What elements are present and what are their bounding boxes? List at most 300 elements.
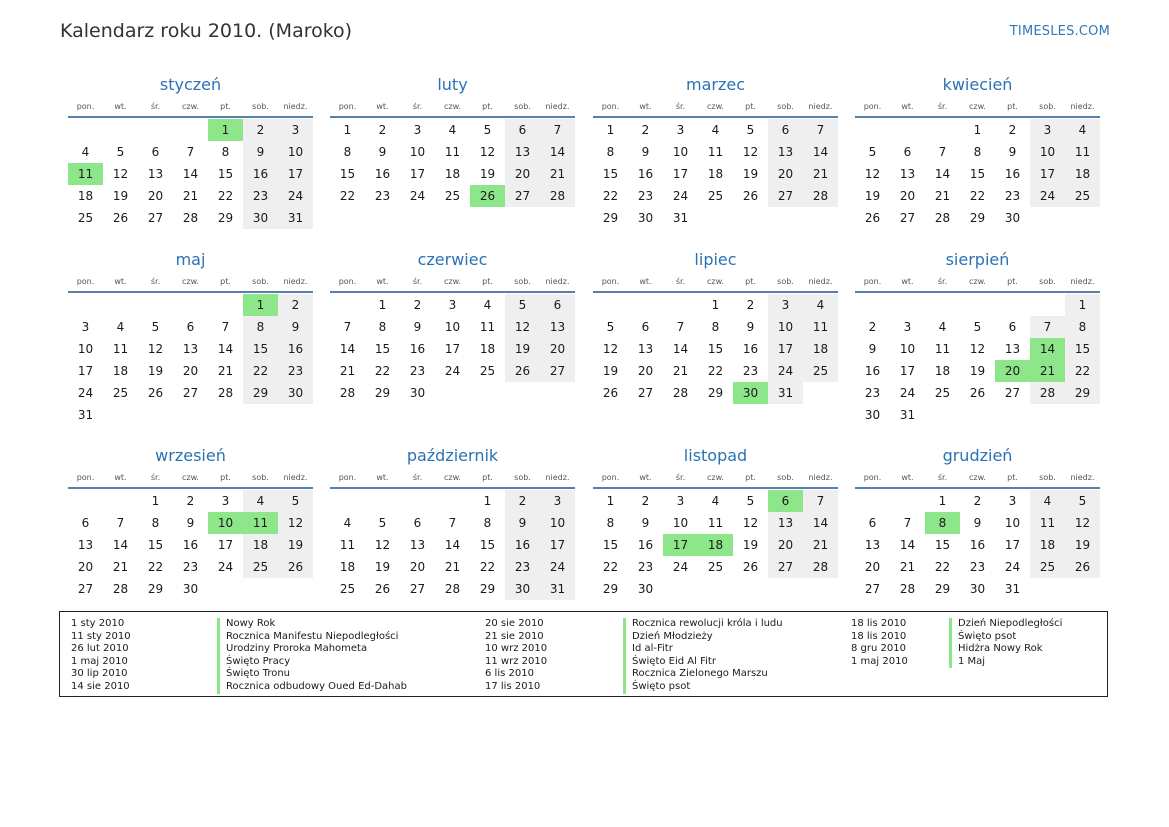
empty-cell	[698, 578, 733, 600]
weekday-label: wt.	[376, 277, 389, 286]
day-cell: 25	[444, 189, 461, 203]
day-cell: 4	[483, 298, 492, 312]
day-cell: 25	[707, 560, 724, 574]
day-cell: 2	[413, 298, 422, 312]
weekday-label: niedz.	[1070, 473, 1095, 482]
day-cell: 15	[374, 342, 391, 356]
day-cell: 13	[768, 141, 803, 163]
holiday-date: 14 sie 2010	[71, 680, 130, 692]
week-row	[330, 316, 575, 338]
day-cell: 14	[112, 538, 129, 552]
day-cell: 22	[243, 360, 278, 382]
weekday-label: sob.	[252, 102, 269, 111]
weekday-label: śr.	[412, 473, 423, 482]
week-row	[330, 490, 575, 512]
empty-cell	[540, 382, 575, 404]
day-cell: 26	[505, 360, 540, 382]
weekday-label: czw.	[182, 277, 199, 286]
weekday-label: pt.	[1007, 277, 1018, 286]
empty-cell	[803, 207, 838, 229]
day-cell: 28	[540, 185, 575, 207]
day-cell: 2	[505, 490, 540, 512]
day-cell: 24	[1030, 185, 1065, 207]
day-cell: 25	[112, 386, 129, 400]
day-cell: 15	[479, 538, 496, 552]
day-cell: 27	[540, 360, 575, 382]
month-name: marzec	[685, 75, 745, 94]
week-row	[68, 534, 313, 556]
day-cell: 14	[934, 167, 951, 181]
day-cell: 5	[973, 320, 982, 334]
day-cell: 14	[444, 538, 461, 552]
weekday-label: pon.	[863, 473, 882, 482]
weekday-label: sob.	[777, 473, 794, 482]
weekday-label: pt.	[482, 277, 493, 286]
week-row	[68, 382, 313, 404]
day-cell: 8	[606, 145, 615, 159]
holiday-name: 1 Maj	[949, 656, 1062, 669]
weekday-label: wt.	[639, 473, 652, 482]
week-row	[330, 382, 575, 404]
day-cell: 24	[1004, 560, 1021, 574]
weekday-label: śr.	[675, 102, 686, 111]
empty-cell	[803, 578, 838, 600]
day-cell: 10	[208, 512, 243, 534]
week-row	[593, 294, 838, 316]
week-row	[593, 360, 838, 382]
week-row	[855, 185, 1100, 207]
holiday-date: 18 lis 2010	[851, 618, 907, 629]
day-cell: 15	[969, 167, 986, 181]
weekday-header	[855, 275, 1100, 293]
day-cell: 16	[969, 538, 986, 552]
weekday-label: pt.	[1007, 473, 1018, 482]
day-cell: 13	[147, 167, 164, 181]
day-cell: 12	[742, 145, 759, 159]
day-cell: 20	[540, 338, 575, 360]
day-cell: 18	[707, 167, 724, 181]
day-cell: 19	[112, 189, 129, 203]
day-cell: 29	[969, 211, 986, 225]
day-cell: 27	[505, 185, 540, 207]
week-row	[68, 512, 313, 534]
day-cell: 31	[1004, 582, 1021, 596]
empty-cell	[470, 382, 505, 404]
day-cell: 11	[339, 538, 356, 552]
day-cell: 12	[479, 145, 496, 159]
day-cell: 21	[803, 534, 838, 556]
day-cell: 21	[672, 364, 689, 378]
day-cell: 10	[672, 516, 689, 530]
day-cell: 7	[116, 516, 125, 530]
empty-cell	[505, 382, 540, 404]
day-cell: 16	[505, 534, 540, 556]
day-cell: 6	[903, 145, 912, 159]
weekday-label: czw.	[444, 102, 461, 111]
day-cell: 20	[899, 189, 916, 203]
week-row	[330, 119, 575, 141]
day-cell: 14	[803, 512, 838, 534]
day-cell: 22	[707, 364, 724, 378]
week-row	[593, 316, 838, 338]
day-cell: 23	[505, 556, 540, 578]
day-cell: 24	[672, 189, 689, 203]
empty-cell	[243, 578, 278, 600]
day-cell: 1	[711, 298, 720, 312]
day-cell: 25	[339, 582, 356, 596]
day-cell: 11	[68, 163, 103, 185]
weekday-label: sob.	[252, 277, 269, 286]
day-cell: 14	[339, 342, 356, 356]
weekday-header	[330, 100, 575, 118]
month-name: grudzień	[942, 446, 1013, 465]
weekday-label: pon.	[863, 102, 882, 111]
brand-link[interactable]: TIMESLES.COM	[1009, 24, 1110, 39]
day-cell: 11	[934, 342, 951, 356]
day-cell: 27	[409, 582, 426, 596]
week-row	[855, 316, 1100, 338]
week-row	[68, 294, 313, 316]
day-cell: 11	[243, 512, 278, 534]
day-cell: 2	[868, 320, 877, 334]
weekday-label: czw.	[969, 277, 986, 286]
day-cell: 4	[938, 320, 947, 334]
day-cell: 1	[243, 294, 278, 316]
weekday-label: czw.	[182, 102, 199, 111]
day-cell: 12	[112, 167, 129, 181]
day-cell: 5	[868, 145, 877, 159]
week-row	[855, 490, 1100, 512]
week-row	[855, 578, 1100, 600]
empty-cell	[435, 490, 470, 512]
week-row	[593, 119, 838, 141]
weekday-label: sob.	[514, 277, 531, 286]
day-cell: 19	[479, 167, 496, 181]
day-cell: 1	[606, 494, 615, 508]
day-cell: 3	[1008, 494, 1017, 508]
day-cell: 10	[672, 145, 689, 159]
weekday-label: pt.	[745, 473, 756, 482]
day-cell: 19	[278, 534, 313, 556]
day-cell: 19	[742, 538, 759, 552]
day-cell: 17	[217, 538, 234, 552]
day-cell: 5	[116, 145, 125, 159]
holiday-name: Rocznica Zielonego Marszu	[623, 668, 783, 681]
weekday-label: czw.	[444, 277, 461, 286]
day-cell: 9	[186, 516, 195, 530]
day-cell: 11	[444, 145, 461, 159]
day-cell: 31	[77, 408, 94, 422]
day-cell: 17	[663, 534, 698, 556]
day-cell: 24	[217, 560, 234, 574]
week-row	[855, 163, 1100, 185]
empty-cell	[995, 294, 1030, 316]
holiday-date: 26 lut 2010	[71, 643, 129, 655]
day-cell: 12	[147, 342, 164, 356]
weekday-label: sob.	[777, 277, 794, 286]
week-row	[68, 578, 313, 600]
empty-cell	[1030, 578, 1065, 600]
day-cell: 30	[278, 382, 313, 404]
day-cell: 18	[1030, 534, 1065, 556]
week-row	[593, 490, 838, 512]
month-10	[593, 445, 838, 600]
day-cell: 8	[925, 512, 960, 534]
weekday-label: wt.	[901, 102, 914, 111]
day-cell: 23	[243, 185, 278, 207]
day-cell: 21	[934, 189, 951, 203]
weekday-label: czw.	[707, 473, 724, 482]
day-cell: 14	[182, 167, 199, 181]
empty-cell	[960, 294, 995, 316]
weekday-label: pt.	[482, 473, 493, 482]
empty-cell	[173, 119, 208, 141]
day-cell: 26	[742, 560, 759, 574]
week-row	[68, 360, 313, 382]
week-row	[68, 490, 313, 512]
holiday-date: 10 wrz 2010	[485, 643, 548, 655]
day-cell: 17	[899, 364, 916, 378]
month-name: maj	[175, 250, 206, 269]
day-cell: 25	[934, 386, 951, 400]
day-cell: 12	[602, 342, 619, 356]
empty-cell	[960, 404, 995, 426]
empty-cell	[68, 490, 103, 512]
day-cell: 29	[602, 211, 619, 225]
weekday-header	[593, 275, 838, 293]
day-cell: 30	[637, 582, 654, 596]
holiday-names-column	[949, 618, 1062, 668]
empty-cell	[330, 490, 365, 512]
holiday-name: Urodziny Proroka Mahometa	[217, 643, 407, 656]
holiday-name: Rocznica odbudowy Oued Ed-Dahab	[217, 681, 407, 694]
day-cell: 7	[803, 490, 838, 512]
day-cell: 1	[606, 123, 615, 137]
day-cell: 20	[182, 364, 199, 378]
day-cell: 20	[768, 534, 803, 556]
holiday-name: Święto psot	[949, 631, 1062, 644]
empty-cell	[803, 382, 838, 404]
week-row	[593, 382, 838, 404]
day-cell: 16	[243, 163, 278, 185]
holiday-name: Święto Eid Al Fitr	[623, 656, 783, 669]
day-cell: 5	[505, 294, 540, 316]
day-cell: 20	[637, 364, 654, 378]
day-cell: 9	[868, 342, 877, 356]
empty-cell	[663, 294, 698, 316]
empty-cell	[855, 294, 890, 316]
day-cell: 10	[899, 342, 916, 356]
day-cell: 17	[409, 167, 426, 181]
day-cell: 27	[77, 582, 94, 596]
week-row	[855, 360, 1100, 382]
week-row	[593, 556, 838, 578]
month-name: sierpień	[945, 250, 1010, 269]
day-cell: 8	[711, 320, 720, 334]
day-cell: 17	[444, 342, 461, 356]
day-cell: 31	[899, 408, 916, 422]
day-cell: 25	[803, 360, 838, 382]
day-cell: 19	[602, 364, 619, 378]
day-cell: 9	[641, 145, 650, 159]
empty-cell	[593, 294, 628, 316]
day-cell: 12	[864, 167, 881, 181]
day-cell: 8	[243, 316, 278, 338]
day-cell: 6	[1008, 320, 1017, 334]
week-row	[68, 556, 313, 578]
empty-cell	[925, 294, 960, 316]
month-5	[330, 249, 575, 404]
day-cell: 21	[182, 189, 199, 203]
day-cell: 14	[1030, 338, 1065, 360]
day-cell: 7	[676, 320, 685, 334]
day-cell: 1	[378, 298, 387, 312]
day-cell: 30	[243, 207, 278, 229]
weekday-label: śr.	[675, 277, 686, 286]
weekday-label: czw.	[707, 277, 724, 286]
day-cell: 1	[151, 494, 160, 508]
empty-cell	[173, 404, 208, 426]
month-name: kwiecień	[942, 75, 1013, 94]
day-cell: 11	[707, 145, 724, 159]
day-cell: 15	[1065, 338, 1100, 360]
day-cell: 16	[637, 538, 654, 552]
day-cell: 22	[602, 560, 619, 574]
day-cell: 2	[746, 298, 755, 312]
day-cell: 29	[707, 386, 724, 400]
day-cell: 6	[413, 516, 422, 530]
weekday-label: wt.	[639, 102, 652, 111]
day-cell: 21	[899, 560, 916, 574]
day-cell: 5	[746, 123, 755, 137]
holiday-date: 20 sie 2010	[485, 618, 544, 629]
week-row	[855, 556, 1100, 578]
day-cell: 5	[483, 123, 492, 137]
day-cell: 8	[483, 516, 492, 530]
day-cell: 11	[1065, 141, 1100, 163]
day-cell: 3	[413, 123, 422, 137]
week-row	[68, 338, 313, 360]
weekday-label: sob.	[777, 102, 794, 111]
day-cell: 8	[221, 145, 230, 159]
week-row	[68, 185, 313, 207]
week-row	[68, 207, 313, 229]
day-cell: 15	[243, 338, 278, 360]
holiday-name: Nowy Rok	[217, 618, 407, 631]
holiday-dates-column	[485, 618, 547, 694]
day-cell: 22	[147, 560, 164, 574]
day-cell: 20	[77, 560, 94, 574]
weekday-label: niedz.	[283, 277, 308, 286]
day-cell: 3	[81, 320, 90, 334]
holiday-date: 6 lis 2010	[485, 668, 534, 680]
holiday-name: Rocznica Manifestu Niepodległości	[217, 631, 407, 644]
day-cell: 18	[698, 534, 733, 556]
day-cell: 25	[1065, 185, 1100, 207]
day-cell: 19	[1065, 534, 1100, 556]
weekday-label: pon.	[601, 473, 620, 482]
day-cell: 28	[934, 211, 951, 225]
day-cell: 30	[505, 578, 540, 600]
day-cell: 28	[672, 386, 689, 400]
week-row	[330, 294, 575, 316]
week-row	[68, 404, 313, 426]
weekday-label: pon.	[601, 102, 620, 111]
day-cell: 20	[995, 360, 1030, 382]
day-cell: 30	[637, 211, 654, 225]
day-cell: 16	[864, 364, 881, 378]
empty-cell	[628, 294, 663, 316]
week-row	[330, 185, 575, 207]
day-cell: 16	[278, 338, 313, 360]
day-cell: 1	[483, 494, 492, 508]
day-cell: 15	[707, 342, 724, 356]
holiday-name: Święto Pracy	[217, 656, 407, 669]
day-cell: 30	[969, 582, 986, 596]
day-cell: 10	[1004, 516, 1021, 530]
empty-cell	[733, 207, 768, 229]
week-row	[855, 294, 1100, 316]
day-cell: 17	[1004, 538, 1021, 552]
empty-cell	[138, 119, 173, 141]
weekday-label: pon.	[601, 277, 620, 286]
weekday-header	[855, 100, 1100, 118]
day-cell: 30	[733, 382, 768, 404]
day-cell: 22	[339, 189, 356, 203]
day-cell: 4	[1065, 119, 1100, 141]
day-cell: 21	[217, 364, 234, 378]
day-cell: 25	[243, 556, 278, 578]
week-row	[855, 534, 1100, 556]
day-cell: 1	[938, 494, 947, 508]
week-row	[593, 512, 838, 534]
month-11	[855, 445, 1100, 600]
weekday-label: czw.	[444, 473, 461, 482]
holiday-dates-column	[71, 618, 131, 694]
holiday-names-column	[623, 618, 783, 694]
holiday-date: 8 gru 2010	[851, 643, 906, 655]
day-cell: 25	[1030, 556, 1065, 578]
day-cell: 13	[864, 538, 881, 552]
empty-cell	[68, 119, 103, 141]
day-cell: 19	[505, 338, 540, 360]
day-cell: 18	[77, 189, 94, 203]
day-cell: 13	[409, 538, 426, 552]
day-cell: 7	[221, 320, 230, 334]
weekday-header	[68, 471, 313, 489]
empty-cell	[768, 578, 803, 600]
empty-cell	[435, 382, 470, 404]
day-cell: 16	[409, 342, 426, 356]
day-cell: 6	[151, 145, 160, 159]
month-name: lipiec	[694, 250, 737, 269]
weekday-label: sob.	[1039, 102, 1056, 111]
empty-cell	[103, 294, 138, 316]
day-cell: 26	[969, 386, 986, 400]
day-cell: 28	[444, 582, 461, 596]
day-cell: 26	[864, 211, 881, 225]
day-cell: 4	[711, 123, 720, 137]
empty-cell	[208, 578, 243, 600]
weekday-header	[593, 471, 838, 489]
day-cell: 29	[147, 582, 164, 596]
weekday-label: śr.	[937, 277, 948, 286]
weekday-label: wt.	[376, 473, 389, 482]
day-cell: 7	[186, 145, 195, 159]
weekday-label: śr.	[412, 277, 423, 286]
day-cell: 4	[711, 494, 720, 508]
empty-cell	[1030, 294, 1065, 316]
